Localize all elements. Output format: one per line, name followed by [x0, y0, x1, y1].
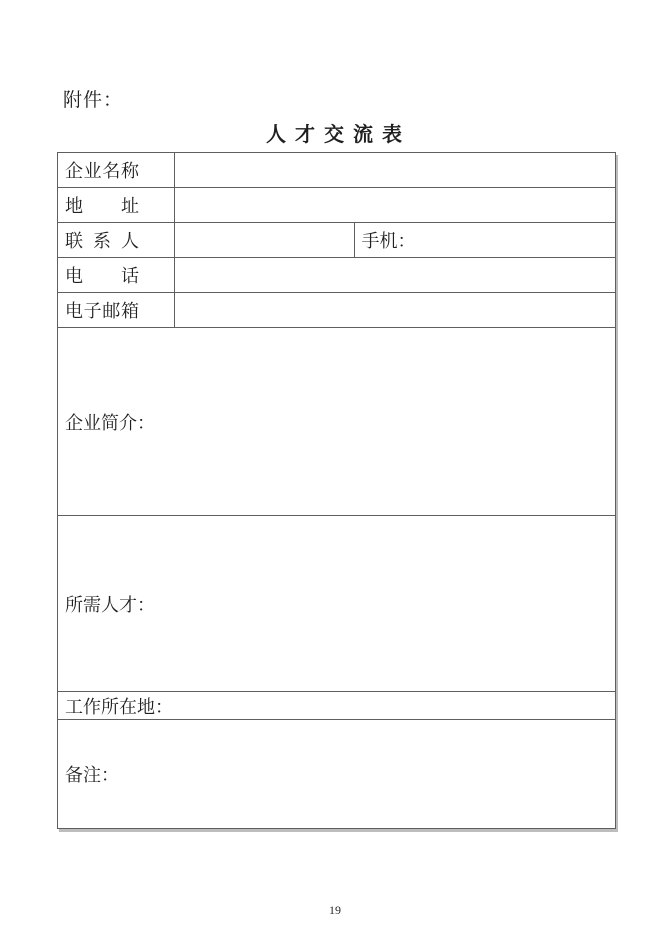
- email-label-cell: [58, 293, 175, 328]
- row-company-profile: [58, 328, 616, 516]
- telephone-label: 电话: [65, 266, 139, 286]
- talent-exchange-table: [57, 152, 616, 829]
- mobile-input-area[interactable]: [354, 223, 615, 258]
- address-label: 地址: [65, 196, 139, 216]
- company-name-label-cell: [58, 153, 175, 188]
- row-email: [58, 293, 616, 328]
- row-address: [58, 188, 616, 223]
- company-name-input-area[interactable]: [175, 153, 616, 188]
- remarks-input-area[interactable]: [58, 720, 616, 829]
- page-number: 19: [329, 903, 341, 917]
- email-label: 电子邮箱: [65, 301, 139, 321]
- company-profile-input-area[interactable]: [58, 328, 616, 516]
- talent-needed-input-area[interactable]: [58, 516, 616, 692]
- row-work-location: [58, 692, 616, 720]
- mobile-label: 手机：: [361, 231, 416, 251]
- row-company-name: [58, 153, 616, 188]
- talent-needed-label: 所需人才：: [65, 594, 155, 615]
- row-talent-needed: [58, 516, 616, 692]
- contact-person-label: 联系人: [65, 231, 139, 251]
- company-name-label: 企业名称: [65, 161, 139, 181]
- contact-person-label-cell: [58, 223, 175, 258]
- telephone-input-area[interactable]: [175, 258, 616, 293]
- talent-exchange-form: [57, 152, 616, 829]
- attachment-label: 附件：: [63, 90, 124, 111]
- remarks-label: 备注：: [65, 765, 119, 785]
- form-title: 人 才 交 流 表: [266, 124, 404, 146]
- work-location-label: 工作所在地：: [65, 696, 173, 717]
- work-location-input-area[interactable]: [58, 692, 616, 720]
- row-remarks: [58, 720, 616, 829]
- address-label-cell: [58, 188, 175, 223]
- telephone-label-cell: [58, 258, 175, 293]
- row-contact-person: [58, 223, 616, 258]
- row-telephone: [58, 258, 616, 293]
- company-profile-label: 企业简介：: [65, 412, 155, 433]
- email-input-area[interactable]: [175, 293, 616, 328]
- contact-person-input-area[interactable]: [175, 223, 354, 258]
- address-input-area[interactable]: [175, 188, 616, 223]
